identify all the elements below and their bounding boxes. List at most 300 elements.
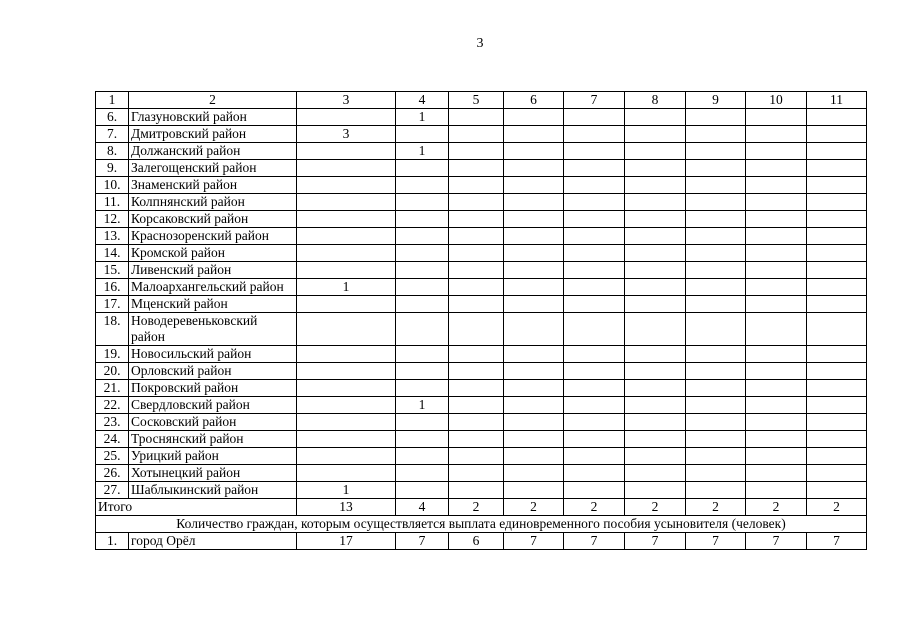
district-name: Малоархангельский район bbox=[129, 279, 297, 296]
value-cell bbox=[686, 126, 746, 143]
value-cell bbox=[449, 296, 504, 313]
total-value: 2 bbox=[686, 499, 746, 516]
value-cell bbox=[564, 465, 625, 482]
value-cell bbox=[625, 262, 686, 279]
district-name: Глазуновский район bbox=[129, 109, 297, 126]
value-cell bbox=[504, 414, 564, 431]
value-cell bbox=[686, 414, 746, 431]
total-label: Итого bbox=[96, 499, 297, 516]
value-cell bbox=[746, 465, 807, 482]
value-cell bbox=[807, 414, 867, 431]
value-cell bbox=[746, 245, 807, 262]
value-cell bbox=[564, 228, 625, 245]
table-row bbox=[96, 296, 867, 313]
value-cell bbox=[564, 414, 625, 431]
district-name: Урицкий район bbox=[129, 448, 297, 465]
total-value: 2 bbox=[564, 499, 625, 516]
value-cell bbox=[686, 228, 746, 245]
value-cell bbox=[449, 448, 504, 465]
value-cell bbox=[449, 245, 504, 262]
value-cell bbox=[449, 414, 504, 431]
column-number: 4 bbox=[396, 92, 449, 109]
section-title-row bbox=[96, 516, 867, 533]
table-row bbox=[96, 380, 867, 397]
value-cell bbox=[564, 346, 625, 363]
row-number: 15. bbox=[96, 262, 129, 279]
value-cell bbox=[625, 313, 686, 346]
table-row bbox=[96, 363, 867, 380]
value-cell bbox=[746, 177, 807, 194]
value-cell bbox=[396, 160, 449, 177]
table-row bbox=[96, 126, 867, 143]
district-name: Краснозоренский район bbox=[129, 228, 297, 245]
value-cell bbox=[504, 126, 564, 143]
value-cell bbox=[449, 346, 504, 363]
district-name: Залегощенский район bbox=[129, 160, 297, 177]
value-cell bbox=[449, 211, 504, 228]
value-cell bbox=[746, 211, 807, 228]
value-cell bbox=[449, 143, 504, 160]
column-number: 6 bbox=[504, 92, 564, 109]
column-number: 9 bbox=[686, 92, 746, 109]
value-cell bbox=[807, 482, 867, 499]
row-number: 6. bbox=[96, 109, 129, 126]
value-cell bbox=[564, 109, 625, 126]
value-cell bbox=[449, 397, 504, 414]
value-cell bbox=[449, 109, 504, 126]
value-cell bbox=[686, 431, 746, 448]
value-cell bbox=[449, 313, 504, 346]
value-cell bbox=[449, 363, 504, 380]
value-cell bbox=[297, 160, 396, 177]
value-cell bbox=[625, 448, 686, 465]
value-cell: 7 bbox=[686, 533, 746, 550]
value-cell bbox=[625, 296, 686, 313]
table-row bbox=[96, 465, 867, 482]
report-table bbox=[95, 91, 867, 550]
value-cell: 7 bbox=[625, 533, 686, 550]
table-row bbox=[96, 414, 867, 431]
column-number: 5 bbox=[449, 92, 504, 109]
table-row bbox=[96, 431, 867, 448]
row-number: 7. bbox=[96, 126, 129, 143]
value-cell bbox=[686, 363, 746, 380]
column-number: 7 bbox=[564, 92, 625, 109]
table-row bbox=[96, 143, 867, 160]
value-cell bbox=[396, 482, 449, 499]
table-row bbox=[96, 194, 867, 211]
value-cell bbox=[807, 245, 867, 262]
value-cell bbox=[807, 143, 867, 160]
value-cell bbox=[564, 245, 625, 262]
table-row bbox=[96, 397, 867, 414]
value-cell bbox=[807, 296, 867, 313]
value-cell bbox=[625, 380, 686, 397]
value-cell bbox=[746, 313, 807, 346]
value-cell bbox=[625, 143, 686, 160]
table-row bbox=[96, 228, 867, 245]
value-cell bbox=[297, 109, 396, 126]
row-number: 1. bbox=[96, 533, 129, 550]
value-cell bbox=[504, 313, 564, 346]
value-cell bbox=[297, 177, 396, 194]
value-cell bbox=[396, 262, 449, 279]
row-number: 22. bbox=[96, 397, 129, 414]
value-cell bbox=[564, 482, 625, 499]
row-number: 23. bbox=[96, 414, 129, 431]
value-cell bbox=[449, 177, 504, 194]
row-number: 12. bbox=[96, 211, 129, 228]
value-cell bbox=[686, 296, 746, 313]
value-cell bbox=[686, 245, 746, 262]
value-cell bbox=[746, 482, 807, 499]
total-value: 2 bbox=[504, 499, 564, 516]
value-cell: 1 bbox=[297, 279, 396, 296]
value-cell bbox=[396, 346, 449, 363]
value-cell bbox=[686, 262, 746, 279]
column-number: 1 bbox=[96, 92, 129, 109]
value-cell bbox=[297, 296, 396, 313]
value-cell bbox=[807, 279, 867, 296]
value-cell bbox=[807, 228, 867, 245]
value-cell bbox=[807, 380, 867, 397]
row-number: 20. bbox=[96, 363, 129, 380]
value-cell bbox=[686, 380, 746, 397]
value-cell bbox=[396, 245, 449, 262]
value-cell bbox=[686, 448, 746, 465]
value-cell bbox=[807, 397, 867, 414]
district-name: Ливенский район bbox=[129, 262, 297, 279]
value-cell bbox=[625, 245, 686, 262]
value-cell bbox=[564, 397, 625, 414]
value-cell bbox=[449, 228, 504, 245]
value-cell: 6 bbox=[449, 533, 504, 550]
district-name: Хотынецкий район bbox=[129, 465, 297, 482]
value-cell bbox=[625, 126, 686, 143]
value-cell bbox=[449, 160, 504, 177]
value-cell bbox=[449, 194, 504, 211]
column-number-row bbox=[96, 92, 867, 109]
district-name: Орловский район bbox=[129, 363, 297, 380]
value-cell bbox=[746, 109, 807, 126]
value-cell bbox=[504, 465, 564, 482]
value-cell bbox=[564, 160, 625, 177]
value-cell bbox=[564, 448, 625, 465]
value-cell bbox=[564, 363, 625, 380]
value-cell bbox=[504, 194, 564, 211]
value-cell bbox=[449, 126, 504, 143]
row-number: 9. bbox=[96, 160, 129, 177]
value-cell bbox=[504, 397, 564, 414]
value-cell bbox=[746, 262, 807, 279]
value-cell bbox=[396, 177, 449, 194]
value-cell bbox=[396, 448, 449, 465]
row-number: 26. bbox=[96, 465, 129, 482]
value-cell: 7 bbox=[746, 533, 807, 550]
value-cell bbox=[504, 482, 564, 499]
value-cell bbox=[625, 228, 686, 245]
value-cell bbox=[297, 228, 396, 245]
value-cell bbox=[625, 109, 686, 126]
page-number: 3 bbox=[476, 36, 484, 51]
value-cell bbox=[504, 228, 564, 245]
value-cell bbox=[746, 414, 807, 431]
value-cell bbox=[686, 143, 746, 160]
value-cell bbox=[686, 279, 746, 296]
value-cell: 7 bbox=[396, 533, 449, 550]
value-cell bbox=[746, 397, 807, 414]
value-cell bbox=[504, 109, 564, 126]
value-cell bbox=[807, 313, 867, 346]
value-cell bbox=[686, 482, 746, 499]
value-cell bbox=[396, 194, 449, 211]
district-name: Колпнянский район bbox=[129, 194, 297, 211]
value-cell bbox=[396, 279, 449, 296]
value-cell bbox=[625, 177, 686, 194]
value-cell: 7 bbox=[807, 533, 867, 550]
value-cell bbox=[807, 177, 867, 194]
row-number: 14. bbox=[96, 245, 129, 262]
district-name: Должанский район bbox=[129, 143, 297, 160]
value-cell bbox=[564, 143, 625, 160]
value-cell bbox=[504, 431, 564, 448]
value-cell bbox=[297, 143, 396, 160]
row-number: 17. bbox=[96, 296, 129, 313]
value-cell bbox=[807, 262, 867, 279]
value-cell bbox=[807, 346, 867, 363]
value-cell bbox=[504, 380, 564, 397]
district-name: Свердловский район bbox=[129, 397, 297, 414]
district-name: город Орёл bbox=[129, 533, 297, 550]
value-cell bbox=[746, 194, 807, 211]
row-number: 13. bbox=[96, 228, 129, 245]
value-cell bbox=[807, 465, 867, 482]
value-cell bbox=[807, 211, 867, 228]
value-cell bbox=[504, 363, 564, 380]
value-cell bbox=[746, 346, 807, 363]
value-cell bbox=[396, 414, 449, 431]
total-value: 13 bbox=[297, 499, 396, 516]
value-cell bbox=[625, 160, 686, 177]
value-cell: 1 bbox=[396, 397, 449, 414]
value-cell bbox=[746, 296, 807, 313]
value-cell: 1 bbox=[396, 143, 449, 160]
value-cell bbox=[564, 194, 625, 211]
district-name: Покровский район bbox=[129, 380, 297, 397]
value-cell bbox=[625, 363, 686, 380]
value-cell bbox=[686, 109, 746, 126]
value-cell bbox=[449, 431, 504, 448]
total-value: 2 bbox=[625, 499, 686, 516]
total-value: 2 bbox=[807, 499, 867, 516]
value-cell bbox=[504, 296, 564, 313]
table-row bbox=[96, 279, 867, 296]
district-name: Шаблыкинский район bbox=[129, 482, 297, 499]
district-name: Сосковский район bbox=[129, 414, 297, 431]
column-number: 3 bbox=[297, 92, 396, 109]
table-row bbox=[96, 313, 867, 346]
value-cell: 3 bbox=[297, 126, 396, 143]
district-name: Кромской район bbox=[129, 245, 297, 262]
value-cell bbox=[297, 465, 396, 482]
value-cell bbox=[625, 414, 686, 431]
value-cell bbox=[807, 109, 867, 126]
column-number: 2 bbox=[129, 92, 297, 109]
value-cell bbox=[686, 346, 746, 363]
total-row bbox=[96, 499, 867, 516]
table-row bbox=[96, 109, 867, 126]
district-name: Троснянский район bbox=[129, 431, 297, 448]
value-cell bbox=[297, 363, 396, 380]
district-name: Знаменский район bbox=[129, 177, 297, 194]
value-cell bbox=[396, 296, 449, 313]
value-cell bbox=[396, 363, 449, 380]
row-number: 19. bbox=[96, 346, 129, 363]
value-cell bbox=[564, 431, 625, 448]
value-cell bbox=[746, 143, 807, 160]
value-cell bbox=[396, 228, 449, 245]
district-name: Новосильский район bbox=[129, 346, 297, 363]
value-cell bbox=[746, 448, 807, 465]
value-cell: 17 bbox=[297, 533, 396, 550]
value-cell bbox=[449, 279, 504, 296]
value-cell bbox=[807, 431, 867, 448]
value-cell bbox=[746, 228, 807, 245]
value-cell bbox=[504, 448, 564, 465]
value-cell: 1 bbox=[297, 482, 396, 499]
total-value: 4 bbox=[396, 499, 449, 516]
value-cell bbox=[297, 380, 396, 397]
value-cell bbox=[297, 431, 396, 448]
value-cell bbox=[396, 380, 449, 397]
table-row bbox=[96, 533, 867, 550]
value-cell bbox=[504, 245, 564, 262]
value-cell bbox=[625, 465, 686, 482]
value-cell bbox=[396, 126, 449, 143]
value-cell bbox=[746, 126, 807, 143]
value-cell bbox=[396, 313, 449, 346]
value-cell bbox=[504, 177, 564, 194]
value-cell bbox=[396, 211, 449, 228]
section-title: Количество граждан, которым осуществляется выплата единовременного пособия усыновителя (человек) bbox=[96, 516, 867, 533]
value-cell bbox=[449, 262, 504, 279]
column-number: 11 bbox=[807, 92, 867, 109]
value-cell bbox=[504, 143, 564, 160]
value-cell bbox=[686, 397, 746, 414]
row-number: 11. bbox=[96, 194, 129, 211]
value-cell: 1 bbox=[396, 109, 449, 126]
value-cell bbox=[449, 465, 504, 482]
district-name: Мценский район bbox=[129, 296, 297, 313]
value-cell bbox=[297, 346, 396, 363]
value-cell bbox=[686, 211, 746, 228]
value-cell bbox=[396, 465, 449, 482]
district-name: Новодеревеньковский район bbox=[129, 313, 297, 346]
value-cell bbox=[625, 346, 686, 363]
district-name: Дмитровский район bbox=[129, 126, 297, 143]
value-cell bbox=[564, 262, 625, 279]
value-cell bbox=[625, 431, 686, 448]
value-cell bbox=[504, 262, 564, 279]
table-row bbox=[96, 211, 867, 228]
value-cell bbox=[297, 211, 396, 228]
row-number: 18. bbox=[96, 313, 129, 346]
table-row bbox=[96, 448, 867, 465]
value-cell bbox=[746, 279, 807, 296]
value-cell bbox=[564, 279, 625, 296]
value-cell bbox=[625, 194, 686, 211]
table-body bbox=[96, 92, 867, 550]
table-row bbox=[96, 245, 867, 262]
value-cell bbox=[504, 279, 564, 296]
value-cell bbox=[297, 194, 396, 211]
value-cell bbox=[504, 160, 564, 177]
table-row bbox=[96, 482, 867, 499]
column-number: 8 bbox=[625, 92, 686, 109]
value-cell bbox=[625, 397, 686, 414]
value-cell bbox=[686, 177, 746, 194]
value-cell bbox=[625, 482, 686, 499]
value-cell bbox=[807, 194, 867, 211]
column-number: 10 bbox=[746, 92, 807, 109]
value-cell bbox=[297, 262, 396, 279]
district-name: Корсаковский район bbox=[129, 211, 297, 228]
value-cell bbox=[297, 414, 396, 431]
value-cell bbox=[746, 380, 807, 397]
table-row bbox=[96, 177, 867, 194]
table-row bbox=[96, 346, 867, 363]
value-cell bbox=[686, 465, 746, 482]
row-number: 21. bbox=[96, 380, 129, 397]
value-cell bbox=[297, 397, 396, 414]
value-cell bbox=[686, 194, 746, 211]
table-row bbox=[96, 160, 867, 177]
value-cell bbox=[564, 296, 625, 313]
value-cell bbox=[564, 211, 625, 228]
total-value: 2 bbox=[449, 499, 504, 516]
value-cell bbox=[807, 448, 867, 465]
total-value: 2 bbox=[746, 499, 807, 516]
value-cell bbox=[746, 160, 807, 177]
row-number: 25. bbox=[96, 448, 129, 465]
value-cell: 7 bbox=[504, 533, 564, 550]
value-cell bbox=[807, 126, 867, 143]
value-cell bbox=[504, 211, 564, 228]
row-number: 10. bbox=[96, 177, 129, 194]
value-cell bbox=[686, 160, 746, 177]
value-cell bbox=[564, 177, 625, 194]
row-number: 16. bbox=[96, 279, 129, 296]
row-number: 8. bbox=[96, 143, 129, 160]
value-cell bbox=[807, 160, 867, 177]
value-cell bbox=[396, 431, 449, 448]
value-cell bbox=[504, 346, 564, 363]
value-cell bbox=[625, 211, 686, 228]
value-cell bbox=[564, 380, 625, 397]
value-cell bbox=[449, 482, 504, 499]
value-cell bbox=[564, 126, 625, 143]
row-number: 27. bbox=[96, 482, 129, 499]
table-row bbox=[96, 262, 867, 279]
value-cell: 7 bbox=[564, 533, 625, 550]
value-cell bbox=[746, 431, 807, 448]
value-cell bbox=[297, 313, 396, 346]
value-cell bbox=[807, 363, 867, 380]
value-cell bbox=[297, 448, 396, 465]
value-cell bbox=[564, 313, 625, 346]
value-cell bbox=[449, 380, 504, 397]
row-number: 24. bbox=[96, 431, 129, 448]
